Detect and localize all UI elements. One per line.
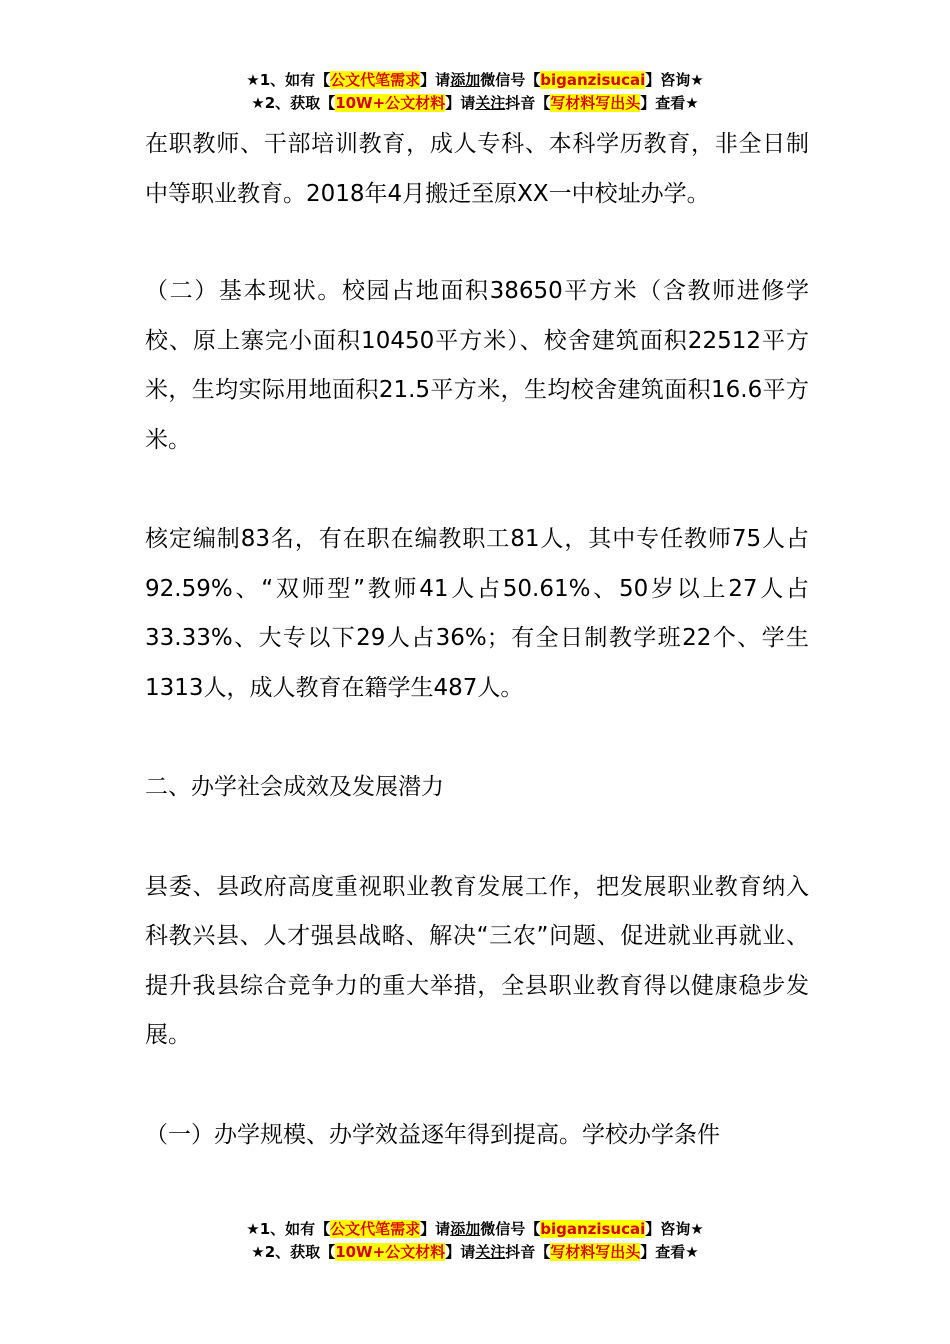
footer-banner	[0, 1218, 950, 1264]
paragraph: （二）基本现状。校园占地面积38650平方米（含教师进修学校、原上寨完小面积10450平方米）、校舍建筑面积22512平方米，生均实际用地面积21.5平方米，生均校舍建筑面积16.6平方米。	[145, 278, 809, 453]
paragraph: 核定编制83名，有在职在编教职工81人，其中专任教师75人占92.59%、“双师型”教师41人占50.61%、50岁以上27人占33.33%、大专以下29人占36%；有全日制教学班22个、学生1313人，成人教育在籍学生487人。	[145, 526, 809, 701]
banner-line-2: ★2、获取【10W+公文材料】请关注抖音【写材料写出头】查看★	[251, 1243, 699, 1261]
highlight-douyin-id: 写材料写出头	[550, 1243, 641, 1261]
paragraph: 县委、县政府高度重视职业教育发展工作，把发展职业教育纳入科教兴县、人才强县战略、解决“三农”问题、促进就业再就业、提升我县综合竞争力的重大举措，全县职业教育得以健康稳步发展。	[145, 873, 809, 1048]
highlight-douyin-id: 写材料写出头	[550, 94, 641, 112]
highlight-materials: 10W+公文材料	[335, 1243, 446, 1261]
highlight-wechat-id: biganzisucai	[540, 71, 646, 89]
document-body	[145, 120, 809, 1210]
banner-line-1: ★1、如有【公文代笔需求】请添加微信号【biganzisucai】咨询★	[246, 71, 704, 89]
highlight-materials: 10W+公文材料	[335, 94, 446, 112]
banner-line-1: ★1、如有【公文代笔需求】请添加微信号【biganzisucai】咨询★	[246, 1220, 704, 1238]
highlight-service: 公文代笔需求	[330, 71, 421, 89]
paragraph: 在职教师、干部培训教育，成人专科、本科学历教育，非全日制中等职业教育。2018年4月搬迁至原XX一中校址办学。	[145, 131, 809, 207]
highlight-wechat-id: biganzisucai	[540, 1220, 646, 1238]
paragraph: （一）办学规模、办学效益逐年得到提高。学校办学条件	[145, 1121, 720, 1148]
section-heading: 二、办学社会成效及发展潜力	[145, 774, 444, 800]
highlight-service: 公文代笔需求	[330, 1220, 421, 1238]
banner-line-2: ★2、获取【10W+公文材料】请关注抖音【写材料写出头】查看★	[251, 94, 699, 112]
header-banner	[0, 69, 950, 115]
